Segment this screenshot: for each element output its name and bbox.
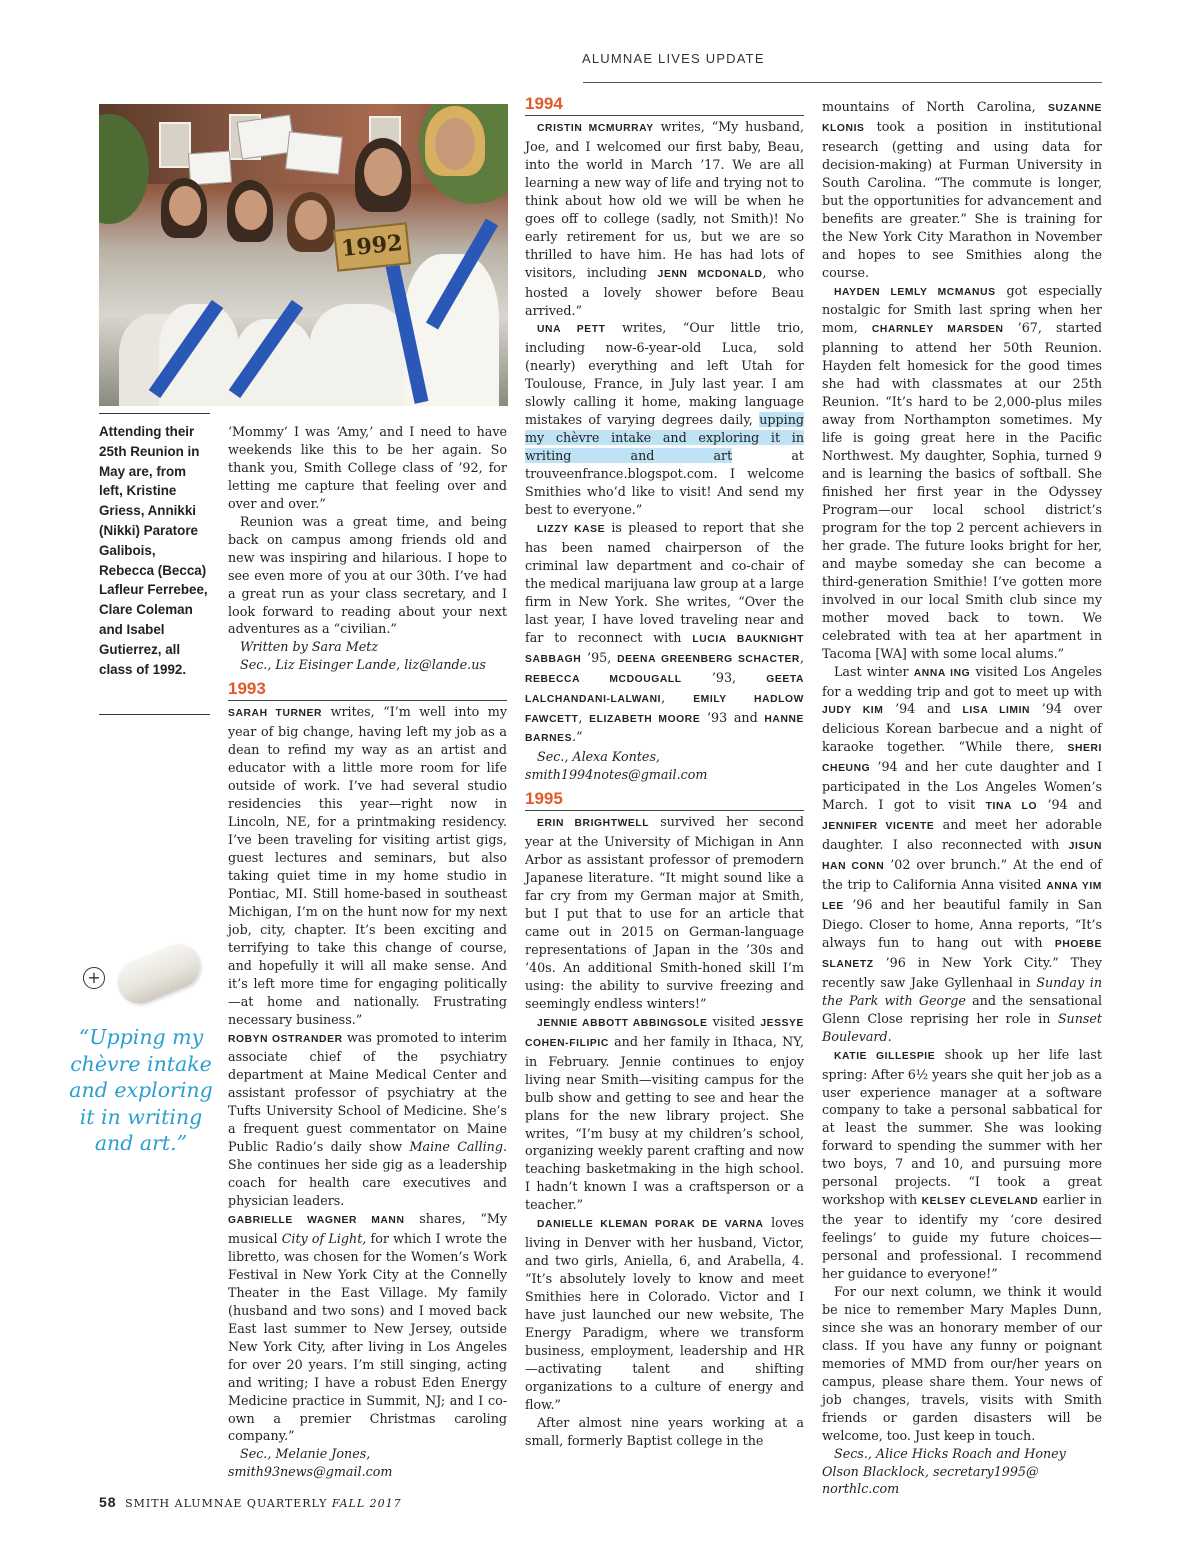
paragraph xyxy=(822,282,1102,663)
text: is pleased to report that she has been named chairperson of the criminal law department and co-chair of the medical marijuana law group at a large firm in New York. She writes, “Over the last year, I have loved traveling near and far to reconnect with xyxy=(525,519,804,645)
text: writes, “My husband, Joe, and I welcomed our first baby, Beau, into the world in March ’17. We are all learning a new way of life and trying not to think about how old we will be when he goes off to college (sadly, not Smith)! No early retirement for us, but we are so thrilled to have him. He has had lots of visitors, including xyxy=(525,119,805,280)
secretary-email: smith93news@gmail.com xyxy=(228,1464,393,1480)
paragraph: After almost nine years working at a small, formerly Baptist college in the xyxy=(525,1414,804,1448)
alum-name: GABRIELLE WAGNER MANN xyxy=(228,1215,405,1227)
show-title: Sunday in the Park with George xyxy=(822,974,1102,1008)
alum-name: SARAH TURNER xyxy=(228,708,323,720)
text: , who hosted a lovely shower before Beau arrived.” xyxy=(525,264,804,318)
paragraph xyxy=(525,118,804,319)
alum-name: ELIZABETH MOORE xyxy=(589,713,701,725)
alum-name: JENNIFER VICENTE xyxy=(822,821,935,833)
caption-rule-top xyxy=(99,413,210,414)
paragraph xyxy=(228,1029,507,1211)
show-title: Sunset Boulevard xyxy=(822,1010,1102,1044)
alum-name: UNA PETT xyxy=(537,324,606,336)
text: . xyxy=(887,1028,892,1044)
text: ’96 in New York City.” They recently saw Jake Gyllenhaal in xyxy=(822,954,1102,990)
column-2 xyxy=(525,95,804,1450)
text: ’67, started planning to attend her 50th Reunion. Hayden felt homesick for the good times she had with classmates at our 25th Reunion. “It’s hard to be 2,000-plus miles away from Northampton sometimes. My life is going great here in the Pacific Northwest. My daughter, Sophia, turned 9 and is learning the basics of softball. She finished her first year in the Odyssey Program—our local school district’s program for the top 2 percent achievers in her grade. The future looks bright for her, and maybe someday she can become a third-generation Smithie! I’ve gotten more involved in our local Smith club since my mother moved back to town. We celebrated with tea at her apartment in Tacoma [WA] with some local alums.” xyxy=(822,320,1102,661)
alum-name: CHARNLEY MARSDEN xyxy=(871,324,1004,336)
photo-caption: Attending their 25th Reunion in May are, from left, Kristine Griess, Annikki (Nikki) Paratore Galibois, Rebecca (Becca) Lafleur Ferrebee, Clare Coleman and Isabel Gutierrez, all class of 1992. xyxy=(99,424,208,677)
class-year-heading-1993: 1993 xyxy=(228,680,507,701)
alum-name: GEETA LALCHANDANI-LALWANI xyxy=(525,673,805,705)
alum-name: PHOEBE SLANETZ xyxy=(822,938,1102,970)
musical-title: City of Light, xyxy=(281,1230,367,1246)
caption-rule-bottom xyxy=(99,714,210,715)
text: . She continues her side gig as a leadership coach for health care executives and physician leaders. xyxy=(228,1139,507,1209)
alum-name: LISA LIMIN xyxy=(962,705,1031,717)
alum-name: KELSEY CLEVELAND xyxy=(921,1196,1039,1208)
alum-name: TINA LO xyxy=(985,801,1038,813)
alum-name: DEENA GREENBERG SCHACTER xyxy=(617,653,800,665)
chevre-cheese-icon xyxy=(111,938,206,1011)
text: at trouveenfrance.blogspot.com. I welcome Smithies who’d like to visit! And send my best to everyone.” xyxy=(525,448,804,518)
alum-name: HANNE BARNES xyxy=(525,713,804,745)
column-3 xyxy=(822,98,1102,1498)
paragraph xyxy=(822,98,1102,282)
alum-name: ROBYN OSTRANDER xyxy=(228,1033,343,1045)
paragraph: ‘Mommy’ I was ‘Amy,’ and I need to have weekends like this to be her again. So thank you, Smith College class of ’92, for letting me capture that feeling over and over and over.” xyxy=(228,424,507,511)
text: ’94 and xyxy=(883,701,963,717)
alum-name: JISUN HAN CONN xyxy=(822,841,1102,873)
paragraph xyxy=(228,703,507,1028)
byline: Written by Sara Metz xyxy=(240,639,379,655)
page-footer xyxy=(99,1494,402,1510)
text: and meet her adorable daughter. I also reconnected with xyxy=(822,817,1102,853)
text: ’94 over delicious Korean barbecue and a night of karaoke together. “While there, xyxy=(822,701,1102,755)
text: visited Los Angeles for a wedding trip and got to meet up with xyxy=(822,663,1102,699)
paragraph xyxy=(525,1013,804,1214)
text: ’95, xyxy=(581,649,618,665)
reunion-photo xyxy=(99,104,508,406)
text: ’94 and xyxy=(1037,797,1102,813)
alum-name: HAYDEN LEMLY MCMANUS xyxy=(834,286,996,298)
column-1 xyxy=(228,423,507,1481)
alum-name: SHERI CHEUNG xyxy=(822,743,1102,775)
class-secretaries: Secs., Alice Hicks Roach and Honey Olson Blacklock, secretary1995@ northlc.com xyxy=(822,1445,1066,1497)
face xyxy=(295,200,327,240)
alum-name: DANIELLE KLEMAN PORAK DE VARNA xyxy=(537,1219,764,1231)
page-number: 58 xyxy=(99,1494,117,1510)
text: shook up her life last spring: After 6½ years she quit her job as a user experience manager at a software company to take a personal sabbatical for at least the summer. She was looking forward to spending the summer with her two boys, 7 and 10, and pursuing more personal projects. “I took a great workshop with xyxy=(822,1046,1102,1208)
alum-name: JUDY KIM xyxy=(822,705,884,717)
text: , xyxy=(578,709,590,725)
class-year-heading-1995: 1995 xyxy=(525,790,804,811)
text: earlier in the year to identify my ‘core desired feelings’ to guide my future choices—personal and professional. I recommend her guidance to everyone!” xyxy=(822,1192,1102,1282)
text: mountains of North Carolina, xyxy=(822,99,1049,114)
text: took a position in institutional research (getting and using data for decision-making) at Furman University in South Carolina. “The commute is longer, but the opportunities for advancement and benefits are greater.” She is training for the New York City Marathon in November and hopes to see Smithies along the course. xyxy=(822,118,1102,280)
face xyxy=(169,186,201,226)
text: .” xyxy=(572,729,583,745)
text: , xyxy=(661,689,694,705)
text: loves living in Denver with her husband, Victor, and two girls, Aniella, 6, and Arabella, 4. “It’s absolutely lovely to know and meet Smithies here in Colorado. Victor and I have just launched our new website, The Energy Paradigm, where we transform business, employment, leadership and HR—activating talent and shifting organizations to a culture of energy and flow.” xyxy=(525,1215,805,1412)
alum-name: JESSYE COHEN-FILIPIC xyxy=(525,1017,804,1049)
paragraph: Reunion was a great time, and being back on campus among friends old and new was inspiring and hilarious. I hope to see even more of you at our 30th. I’ve had a great run as your class secretary, and I look forward to reading about your next adventures as a “civilian.” xyxy=(228,513,507,637)
running-head: ALUMNAE LIVES UPDATE xyxy=(582,51,765,66)
class-secretary: Sec., Alexa Kontes, xyxy=(537,749,660,765)
text: shares, “My musical xyxy=(228,1211,507,1246)
publication-name: SMITH ALUMNAE QUARTERLY xyxy=(125,1497,328,1510)
alum-name: JENN MCDONALD xyxy=(657,268,763,280)
face xyxy=(435,118,475,170)
text: visited xyxy=(707,1013,761,1029)
paragraph xyxy=(228,1210,507,1445)
show-title: Maine Calling xyxy=(409,1139,503,1155)
alum-name: JENNIE ABBOTT ABBINGSOLE xyxy=(537,1017,708,1029)
paragraph xyxy=(525,319,804,518)
alum-name: EMILY HADLOW FAWCETT xyxy=(525,693,804,725)
text: ’93 and xyxy=(700,709,765,725)
paragraph: For our next column, we think it would be nice to remember Mary Maples Dunn, since she was an honorary member of our class. If you have any funny or poignant memories of MMD from our/her years on campus, please share them. Your news of job changes, travels, visits with Smith friends or garden disasters will be welcome, too. Just keep in touch. xyxy=(822,1284,1102,1443)
header-rule xyxy=(583,82,1102,83)
class-year-heading-1994: 1994 xyxy=(525,95,804,116)
pull-quote: “Upping my chèvre intake and exploring it in writing and art.” xyxy=(69,1025,213,1155)
class-secretary: Sec., Melanie Jones, xyxy=(240,1446,371,1462)
alum-name: SUZANNE KLONIS xyxy=(822,103,1102,134)
secretary-email: smith1994notes@gmail.com xyxy=(525,767,708,783)
paragraph xyxy=(822,1046,1102,1283)
text: writes, “I’m well into my year of big change, having left my job as a dean to refind my way as an artist and educator with a little more room for life outside of work. I’ve had several studio residencies this year—right now in Lincoln, NE, for a printmaking residency. I’ve been traveling for visiting artist gigs, guest lectures and seminars, but also taking quiet time in my home studio in Pontiac, MI. Still home-based in southeast Michigan, I’m on the hunt now for my next job, city, chapter. It’s been exciting and terrifying to take this change of course, and hopefully it will all make sense. And it’s left more time for engaging politically—at home and nationally. Frustrating necessary business.” xyxy=(228,704,507,1027)
year-plaque: 1992 xyxy=(333,222,411,272)
text: and the sensational Glenn Close reprising her role in xyxy=(822,992,1103,1026)
alum-name: KATIE GILLESPIE xyxy=(834,1050,936,1062)
text: writes, “Our little trio, including now-6-year-old Luca, sold (nearly) everything and left Utah for Toulouse, France, in July last year. I am slowly calling it home, making language mistakes of varying degrees daily, xyxy=(525,320,804,428)
alum-name: ERIN BRIGHTWELL xyxy=(537,818,650,830)
face xyxy=(235,190,267,230)
text: ’94 and her cute daughter and I participated in the Los Angeles Women’s March. I got to visit xyxy=(822,759,1102,813)
text: ’02 over brunch.” At the end of the trip to California Anna visited xyxy=(822,857,1102,893)
paragraph xyxy=(822,663,1102,1046)
protest-sign xyxy=(285,131,343,174)
alum-name: LUCIA BAUKNIGHT SABBAGH xyxy=(525,633,804,665)
text: for which I wrote the libretto, was chosen for the Women’s Work Festival in New York City at the Connelly Theater in the East Village. My family (husband and two sons) and I moved back East last summer to New Jersey, outside New York City, after living in Los Angeles for over 20 years. I’m still singing, acting and writing; I have a robust Eden Energy Medicine practice in Summit, NJ; and I co-own a premier Christmas caroling company.” xyxy=(228,1230,507,1444)
text: Last winter xyxy=(834,663,914,679)
alum-name: CRISTIN MCMURRAY xyxy=(537,123,654,134)
alum-name: LIZZY KASE xyxy=(537,523,606,535)
face xyxy=(364,148,402,196)
text: , xyxy=(799,649,805,665)
text: was promoted to interim associate chief of the psychiatry department at Maine Medical Center and assistant professor of psychiatry at the Tufts University School of Medicine. She’s a frequent guest commentator on Maine Public Radio’s daily show xyxy=(228,1029,507,1155)
text: ’96 and her beautiful family in San Diego. Closer to home, Anna reports, “It’s always fun to hang out with xyxy=(822,896,1102,950)
class-secretary: Sec., Liz Eisinger Lande, liz@lande.us xyxy=(240,657,486,673)
text: survived her second year at the University of Michigan in Ann Arbor as assistant professor of premodern Japanese literature. “It might sound like a far cry from my German major at Smith, but I put that to use for an article that came out in 2015 on German-language representations of Japan in the ’30s and ’40s. An additional Smith-honed skill I’m using: the ability to survive freezing and seemingly endless winters!” xyxy=(525,814,804,1011)
paragraph xyxy=(525,1214,804,1413)
paragraph xyxy=(525,813,804,1012)
highlighted-quote: upping my chèvre intake and exploring it in writing and art xyxy=(525,412,804,464)
protest-sign xyxy=(188,151,232,186)
text: and her family in Ithaca, NY, in February. Jennie continues to enjoy living near Smith—visiting campus for the bulb show and getting to see and hear the plans for the new library project. She writes, “I’m busy at my children’s school, organizing weekly parent crafting and now teaching basketmaking in the high school. I hadn’t known I was a craftsperson or a teacher.” xyxy=(525,1033,804,1213)
issue-date: FALL 2017 xyxy=(331,1497,402,1510)
person xyxy=(309,304,409,406)
plus-icon: + xyxy=(83,967,105,989)
window xyxy=(159,122,191,168)
text: got especially nostalgic for Smith last spring when her mom, xyxy=(822,282,1102,336)
text: ’93, xyxy=(681,669,767,685)
alum-name: ANNA YIM LEE xyxy=(822,881,1102,912)
paragraph xyxy=(525,519,804,748)
alum-name: ANNA ING xyxy=(913,667,971,679)
alum-name: REBECCA MCDOUGALL xyxy=(525,673,682,685)
